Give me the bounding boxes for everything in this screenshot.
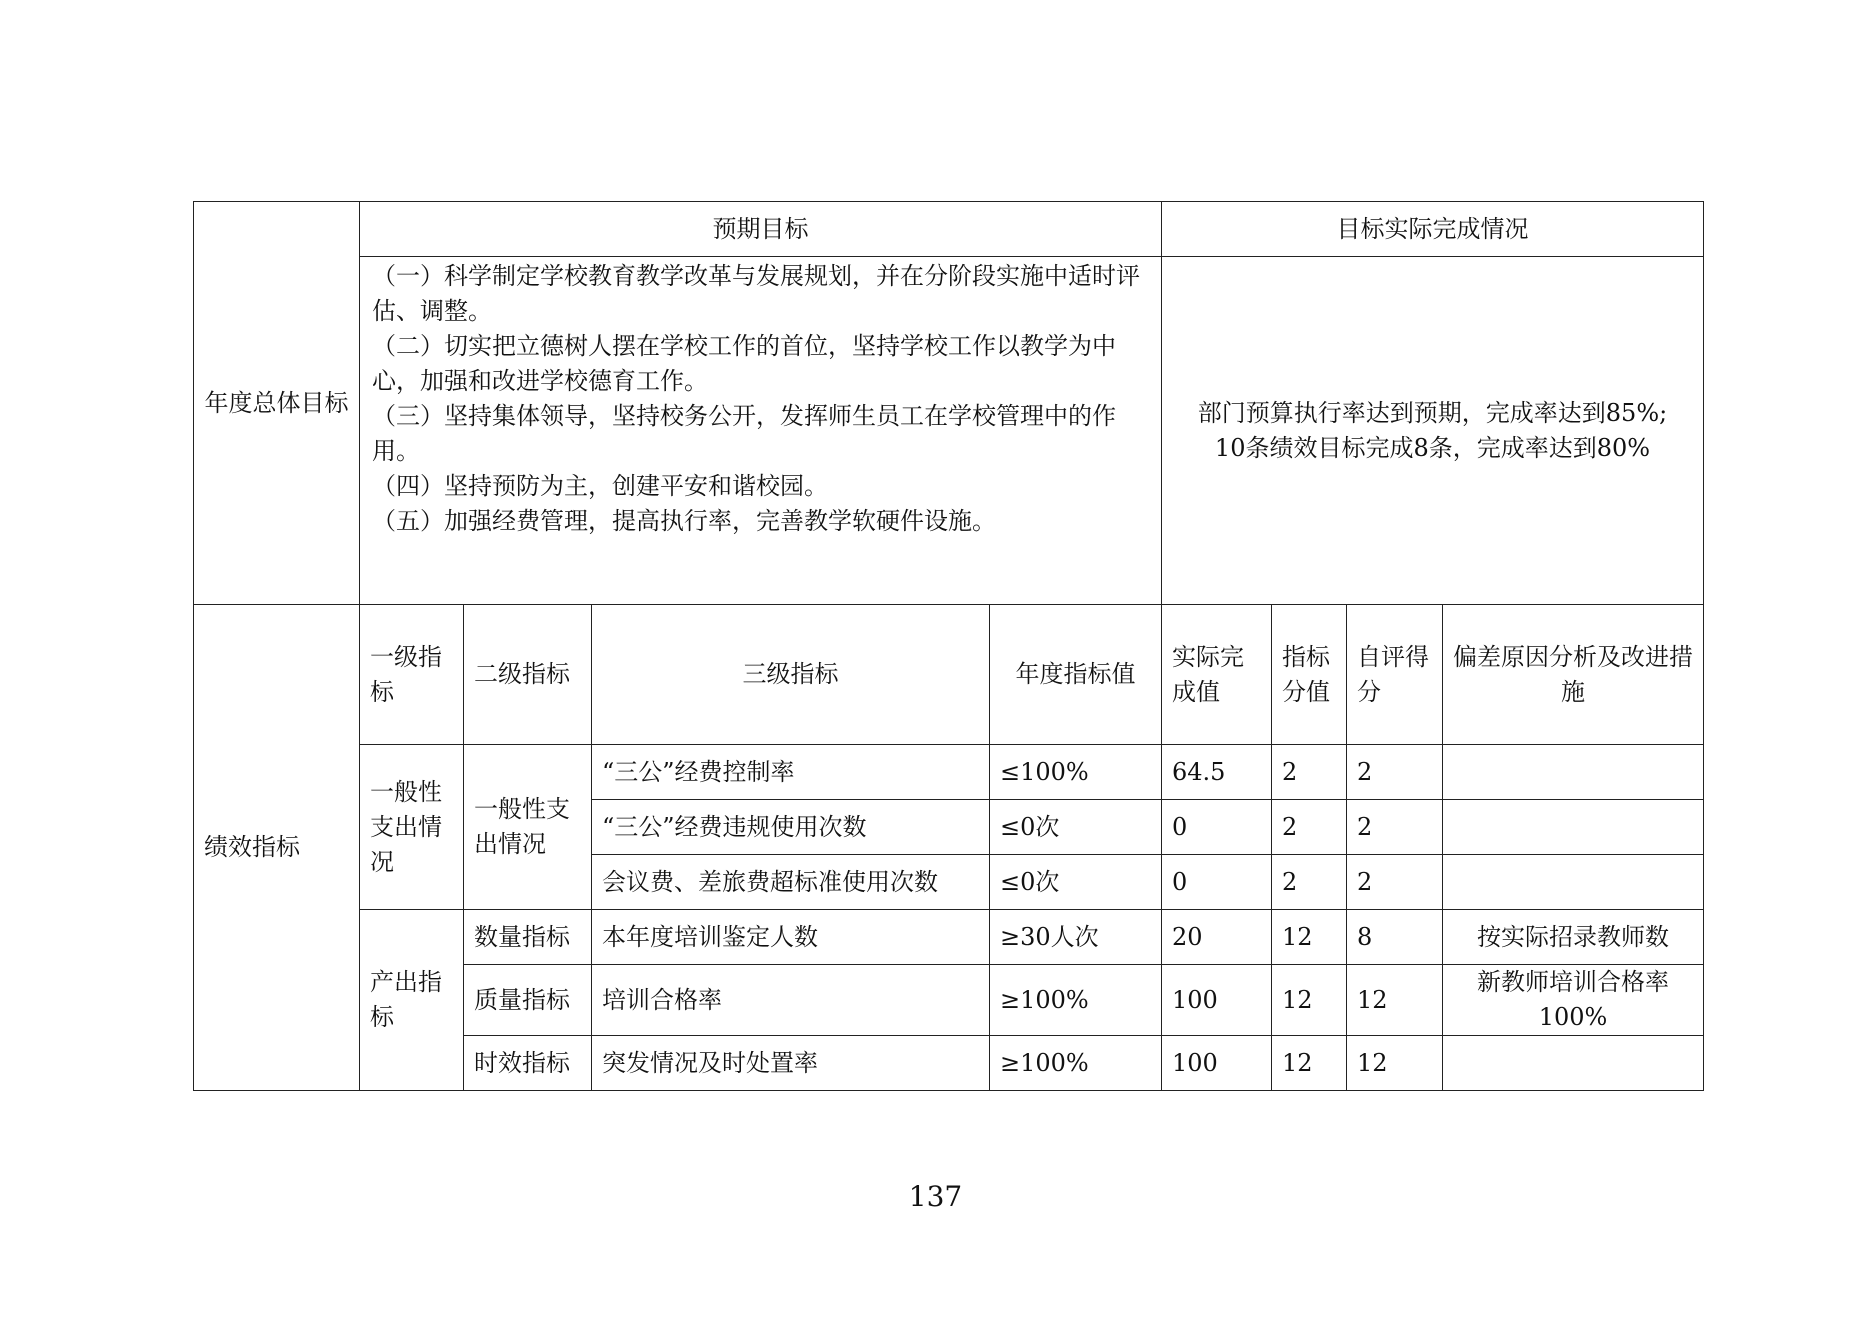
level3-cell: 培训合格率 bbox=[592, 965, 990, 1036]
goal-content-row bbox=[194, 257, 1704, 605]
page-number: 137 bbox=[908, 1180, 963, 1213]
self-score-cell: 8 bbox=[1347, 910, 1443, 965]
actual-completion-line: 10条绩效目标完成8条，完成率达到80% bbox=[1214, 433, 1651, 462]
actual-completion-text bbox=[1162, 257, 1704, 605]
level2-cell: 一般性支出情况 bbox=[464, 745, 592, 910]
weight-cell: 2 bbox=[1272, 855, 1347, 910]
deviation-cell bbox=[1443, 800, 1704, 855]
actual-completion-header: 目标实际完成情况 bbox=[1162, 202, 1704, 257]
level2-cell: 时效指标 bbox=[464, 1036, 592, 1091]
self-score-cell: 2 bbox=[1347, 855, 1443, 910]
performance-table bbox=[193, 201, 1704, 1091]
annual-value-cell: ≤0次 bbox=[990, 800, 1162, 855]
col-level3-header: 三级指标 bbox=[592, 605, 990, 745]
col-weight-header: 指标分值 bbox=[1272, 605, 1347, 745]
weight-cell: 12 bbox=[1272, 910, 1347, 965]
level1-cell: 一般性支出情况 bbox=[360, 745, 464, 910]
table-row bbox=[194, 745, 1704, 800]
annual-value-cell: ≥30人次 bbox=[990, 910, 1162, 965]
self-score-cell: 2 bbox=[1347, 800, 1443, 855]
self-score-cell: 12 bbox=[1347, 1036, 1443, 1091]
level1-cell: 产出指标 bbox=[360, 910, 464, 1091]
level3-cell: “三公”经费控制率 bbox=[592, 745, 990, 800]
deviation-cell bbox=[1443, 745, 1704, 800]
annual-goal-label: 年度总体目标 bbox=[194, 202, 360, 605]
col-self-score-header: 自评得分 bbox=[1347, 605, 1443, 745]
self-score-cell: 2 bbox=[1347, 745, 1443, 800]
level3-cell: “三公”经费违规使用次数 bbox=[592, 800, 990, 855]
weight-cell: 2 bbox=[1272, 800, 1347, 855]
col-level2-header: 二级指标 bbox=[464, 605, 592, 745]
level3-cell: 本年度培训鉴定人数 bbox=[592, 910, 990, 965]
expected-goal-item: （二）切实把立德树人摆在学校工作的首位，坚持学校工作以教学为中心，加强和改进学校德育工作。 bbox=[372, 332, 1116, 395]
expected-goal-item: （三）坚持集体领导，坚持校务公开，发挥师生员工在学校管理中的作用。 bbox=[372, 402, 1116, 465]
weight-cell: 12 bbox=[1272, 1036, 1347, 1091]
indicator-header-row bbox=[194, 605, 1704, 745]
col-annual-value-header: 年度指标值 bbox=[990, 605, 1162, 745]
weight-cell: 2 bbox=[1272, 745, 1347, 800]
annual-value-cell: ≥100% bbox=[990, 1036, 1162, 1091]
actual-value-cell: 0 bbox=[1162, 855, 1272, 910]
expected-goal-item: （五）加强经费管理，提高执行率，完善教学软硬件设施。 bbox=[372, 507, 996, 535]
weight-cell: 12 bbox=[1272, 965, 1347, 1036]
col-level1-header: 一级指标 bbox=[360, 605, 464, 745]
annual-value-cell: ≤100% bbox=[990, 745, 1162, 800]
level3-cell: 突发情况及时处置率 bbox=[592, 1036, 990, 1091]
expected-goal-header: 预期目标 bbox=[360, 202, 1162, 257]
level2-cell: 质量指标 bbox=[464, 965, 592, 1036]
expected-goal-item: （四）坚持预防为主，创建平安和谐校园。 bbox=[372, 472, 828, 500]
actual-completion-line: 部门预算执行率达到预期，完成率达到85%; bbox=[1197, 398, 1668, 427]
annual-value-cell: ≤0次 bbox=[990, 855, 1162, 910]
actual-value-cell: 64.5 bbox=[1162, 745, 1272, 800]
deviation-cell bbox=[1443, 855, 1704, 910]
self-score-cell: 12 bbox=[1347, 965, 1443, 1036]
deviation-cell: 新教师培训合格率100% bbox=[1443, 965, 1704, 1036]
expected-goal-item: （一）科学制定学校教育教学改革与发展规划，并在分阶段实施中适时评估、调整。 bbox=[372, 262, 1140, 325]
expected-goals-list bbox=[360, 257, 1162, 605]
actual-value-cell: 100 bbox=[1162, 1036, 1272, 1091]
table-row bbox=[194, 910, 1704, 965]
level3-cell: 会议费、差旅费超标准使用次数 bbox=[592, 855, 990, 910]
annual-value-cell: ≥100% bbox=[990, 965, 1162, 1036]
col-actual-value-header: 实际完成值 bbox=[1162, 605, 1272, 745]
actual-value-cell: 20 bbox=[1162, 910, 1272, 965]
actual-value-cell: 100 bbox=[1162, 965, 1272, 1036]
actual-value-cell: 0 bbox=[1162, 800, 1272, 855]
deviation-cell: 按实际招录教师数 bbox=[1443, 910, 1704, 965]
performance-label: 绩效指标 bbox=[194, 605, 360, 1091]
deviation-cell bbox=[1443, 1036, 1704, 1091]
level2-cell: 数量指标 bbox=[464, 910, 592, 965]
goal-header-row bbox=[194, 202, 1704, 257]
col-deviation-header: 偏差原因分析及改进措施 bbox=[1443, 605, 1704, 745]
